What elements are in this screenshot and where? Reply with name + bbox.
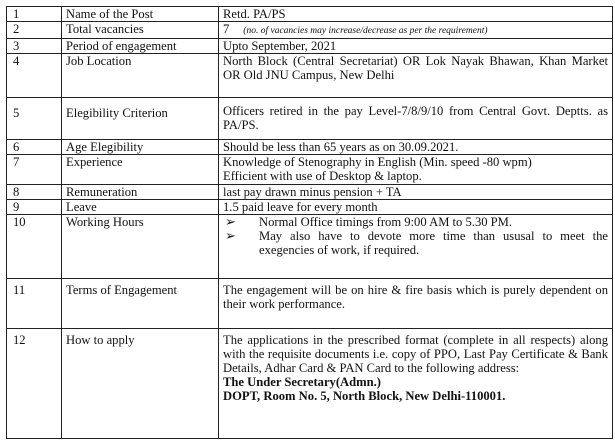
row-value: Retd. PA/PS (219, 7, 613, 22)
row-label: Name of the Post (62, 7, 219, 22)
row-number: 10 (7, 215, 62, 279)
row-value: Upto September, 2021 (219, 39, 613, 54)
row-value: North Block (Central Secretariat) OR Lok Nayak Bhawan, Khan Market OR Old JNU Campus, New Delhi (219, 54, 613, 98)
bullet-text: Normal Office timings from 9:00 AM to 5.30 PM. (259, 215, 513, 229)
row-value (219, 22, 613, 39)
row-label: Terms of Engagement (62, 279, 219, 329)
row-number: 6 (7, 140, 62, 155)
table-row (7, 185, 613, 200)
row-number: 1 (7, 7, 62, 22)
row-number: 12 (7, 329, 62, 439)
row-label: Period of engagement (62, 39, 219, 54)
row-value (219, 155, 613, 185)
row-label: Job Location (62, 54, 219, 98)
row-label: Age Elegibility (62, 140, 219, 155)
bullet-item (223, 229, 608, 257)
table-row (7, 200, 613, 215)
row-number: 4 (7, 54, 62, 98)
row-label: Leave (62, 200, 219, 215)
row-value: 1.5 paid leave for every month (219, 200, 613, 215)
experience-line: Knowledge of Stenography in English (Min. speed -80 wpm) (223, 155, 532, 169)
row-value: Officers retired in the pay Level-7/8/9/10 from Central Govt. Deptts. as PA/PS. (219, 98, 613, 140)
row-number: 11 (7, 279, 62, 329)
engagement-details-table (6, 6, 613, 439)
row-number: 5 (7, 98, 62, 140)
row-number: 8 (7, 185, 62, 200)
row-number: 3 (7, 39, 62, 54)
arrow-bullet-icon: ➢ (225, 228, 236, 243)
row-value: The engagement will be on hire & fire basis which is purely dependent on their work performance. (219, 279, 613, 329)
vacancy-note: (no. of vacancies may increase/decrease as per the requirement) (243, 26, 488, 36)
table-row (7, 98, 613, 140)
row-value: last pay drawn minus pension + TA (219, 185, 613, 200)
row-value (219, 329, 613, 439)
row-value (219, 215, 613, 279)
row-label: Total vacancies (62, 22, 219, 39)
table-row (7, 54, 613, 98)
row-number: 2 (7, 22, 62, 39)
row-label: Remuneration (62, 185, 219, 200)
table-row (7, 329, 613, 439)
table-row (7, 155, 613, 185)
row-value: Should be less than 65 years as on 30.09.2021. (219, 140, 613, 155)
table-row (7, 7, 613, 22)
row-label: Elegibility Criterion (62, 98, 219, 140)
row-label: How to apply (62, 329, 219, 439)
vacancy-count: 7 (223, 22, 230, 36)
address-line: The Under Secretary(Admn.) (223, 375, 381, 389)
row-number: 9 (7, 200, 62, 215)
experience-line: Efficient with use of Desktop & laptop. (223, 169, 422, 183)
row-label: Working Hours (62, 215, 219, 279)
arrow-bullet-icon: ➢ (225, 214, 236, 229)
table-row (7, 215, 613, 279)
table-row (7, 279, 613, 329)
table-row (7, 22, 613, 39)
bullet-item (223, 215, 608, 229)
row-number: 7 (7, 155, 62, 185)
table-row (7, 39, 613, 54)
row-label: Experience (62, 155, 219, 185)
address-line: DOPT, Room No. 5, North Block, New Delhi-110001. (223, 389, 506, 403)
table-row (7, 140, 613, 155)
apply-instructions: The applications in the prescribed format (complete in all respects) along with the requisite documents i.e. copy of PPO, Last Pay Certificate & Bank Details, Adhar Card & PAN Card to the following address: (223, 333, 608, 375)
bullet-text: May also have to devote more time than ususal to meet the exegencies of work, if required. (259, 229, 608, 257)
